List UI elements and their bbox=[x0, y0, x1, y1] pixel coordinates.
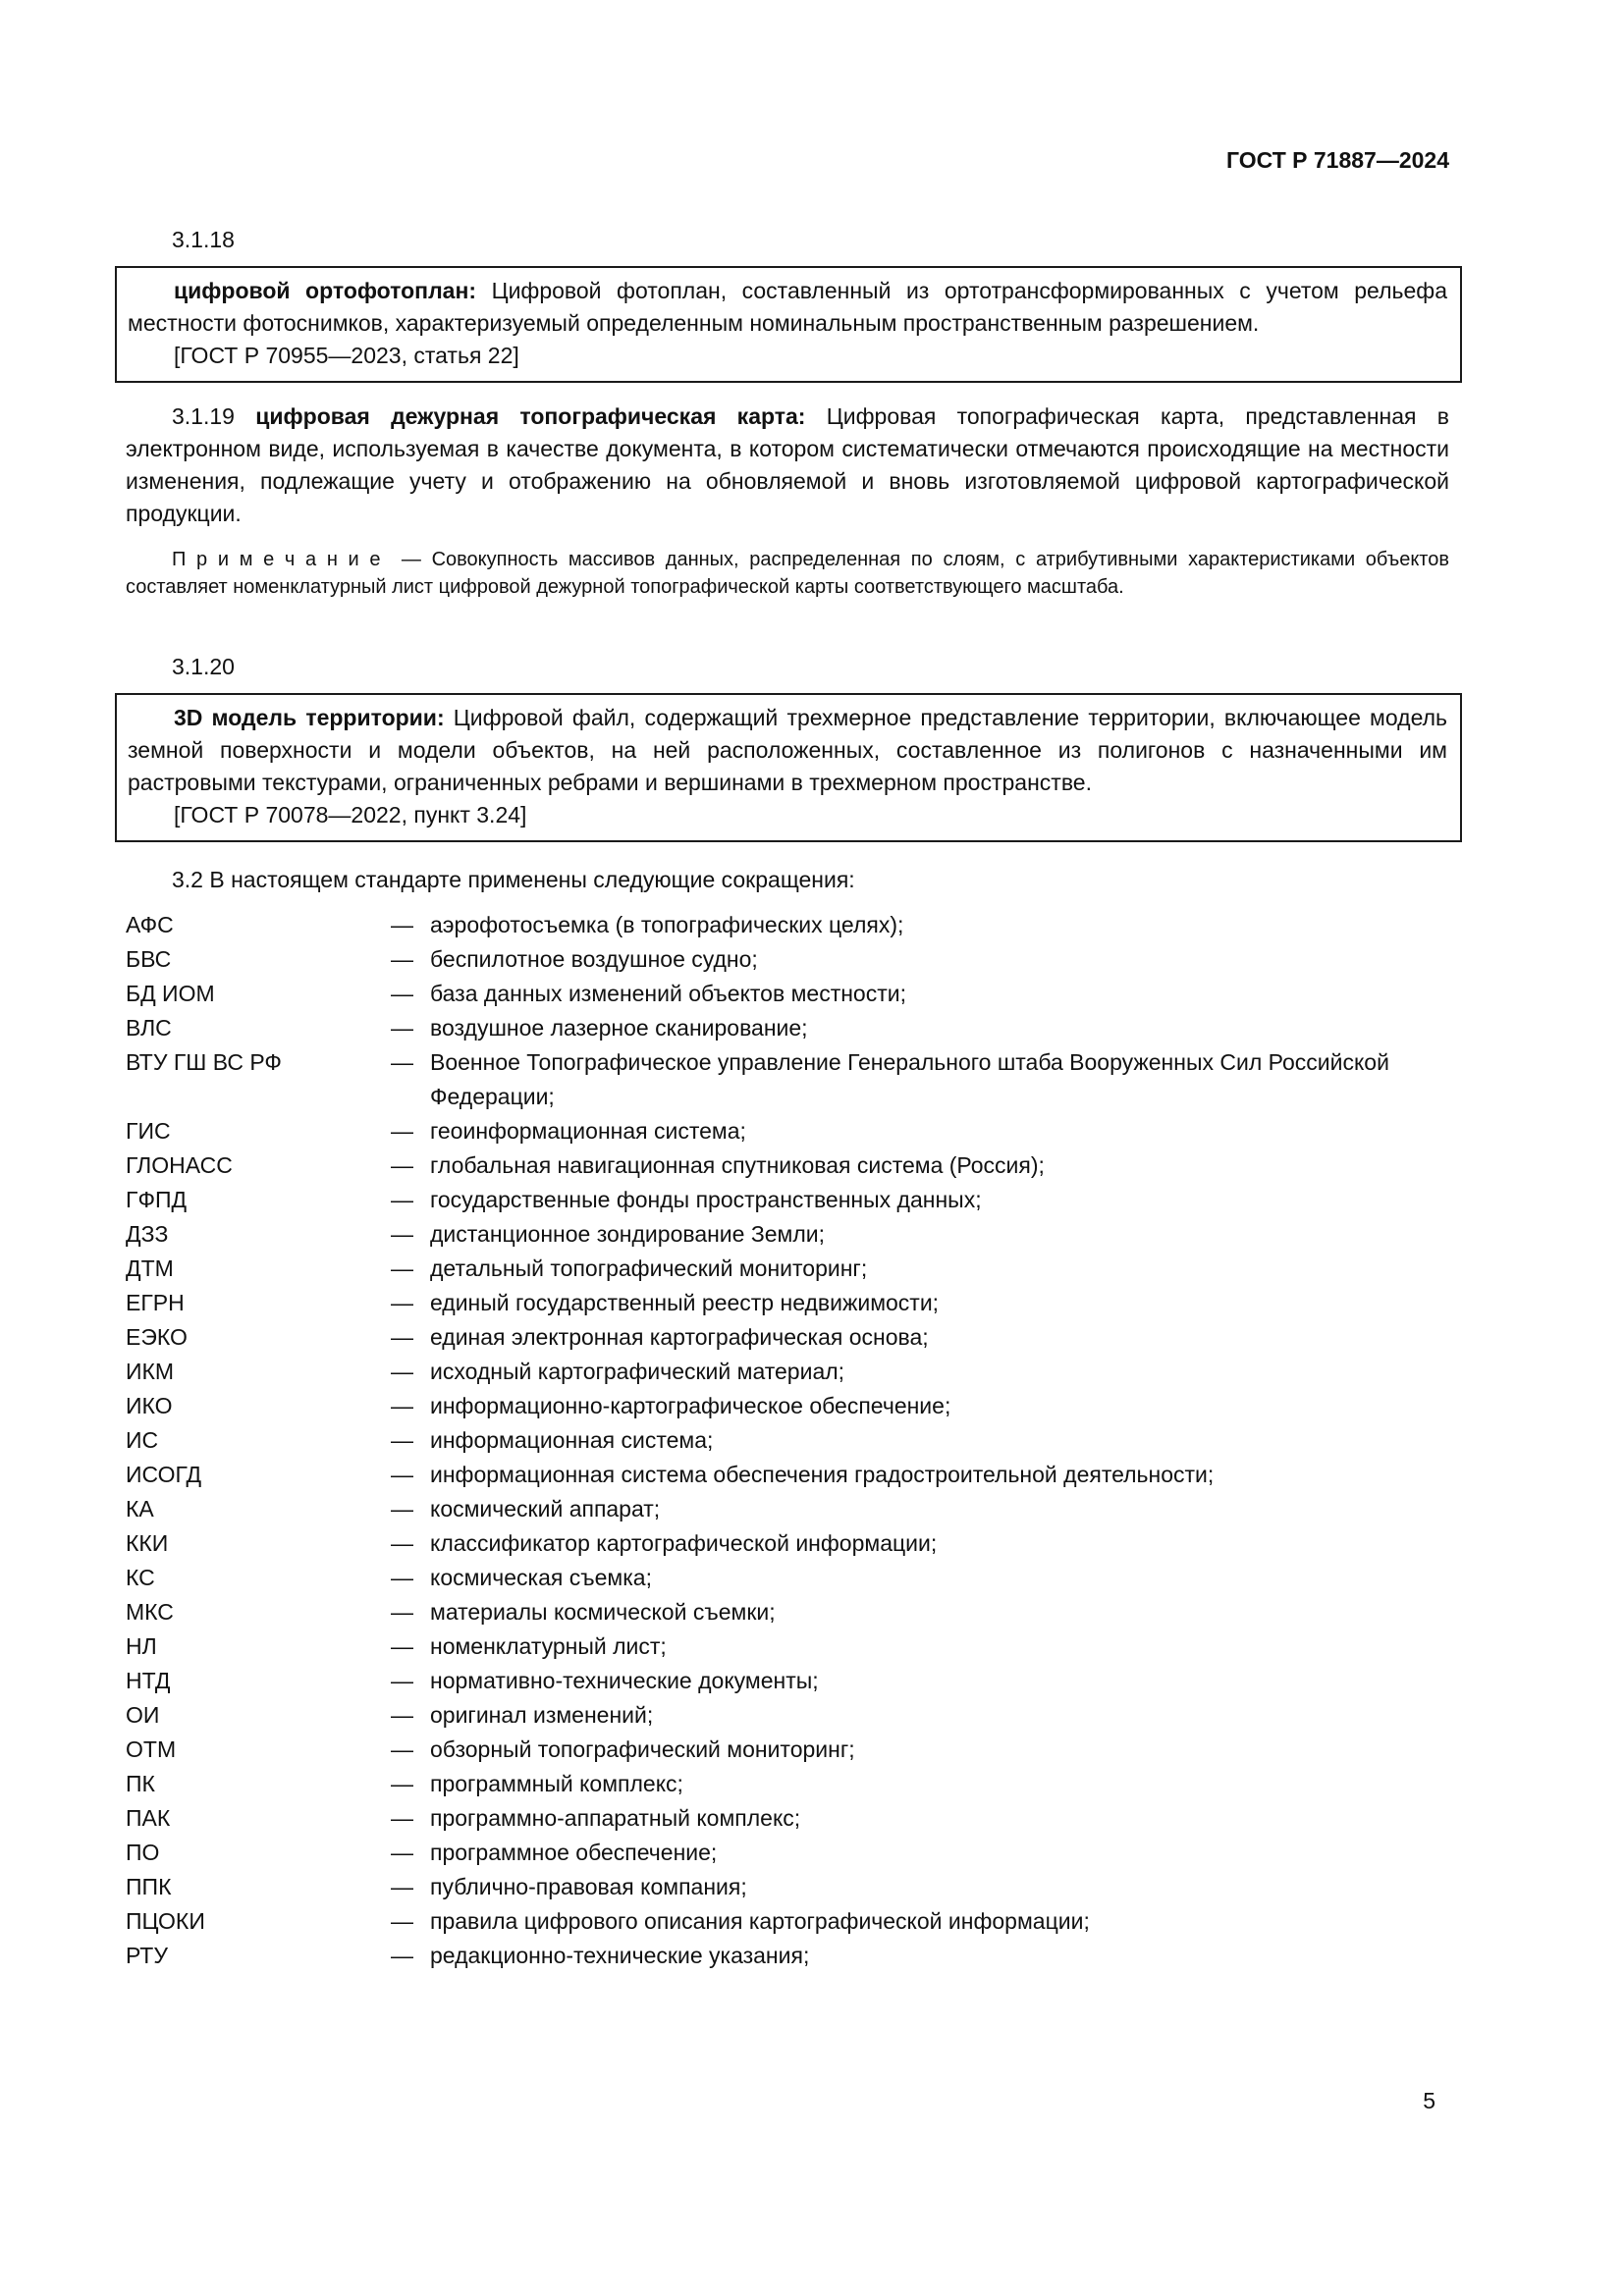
abbreviation-code: ГФПД bbox=[126, 1187, 188, 1212]
abbreviation-code: МКС bbox=[126, 1599, 174, 1625]
abbreviation-dash: — bbox=[391, 1187, 413, 1212]
abbreviation-code: ОИ bbox=[126, 1702, 160, 1728]
abbreviation-row bbox=[126, 1733, 1449, 1767]
abbreviation-dash: — bbox=[391, 1668, 413, 1693]
abbreviation-definition: информационная система; bbox=[430, 1427, 714, 1453]
abbreviation-code: ПО bbox=[126, 1840, 160, 1865]
abbreviation-code: ГЛОНАСС bbox=[126, 1152, 233, 1178]
abbreviation-definition: дистанционное зондирование Земли; bbox=[430, 1221, 825, 1247]
abbreviation-dash: — bbox=[391, 1462, 413, 1487]
abbreviation-row bbox=[126, 1458, 1449, 1492]
abbreviation-code: ПК bbox=[126, 1771, 155, 1796]
abbreviation-definition: беспилотное воздушное судно; bbox=[430, 946, 758, 972]
clause-number-3-1-20: 3.1.20 bbox=[172, 654, 235, 679]
abbreviation-definition: классификатор картографической информации; bbox=[430, 1530, 938, 1556]
term-name: цифровая дежурная топографическая карта: bbox=[255, 403, 806, 429]
abbreviation-code: РТУ bbox=[126, 1943, 168, 1968]
term-definition-box-3d-model bbox=[115, 693, 1462, 842]
abbreviation-code: КС bbox=[126, 1565, 155, 1590]
abbreviation-definition: материалы космической съемки; bbox=[430, 1599, 776, 1625]
abbreviation-row bbox=[126, 1561, 1449, 1595]
abbreviation-definition: нормативно-технические документы; bbox=[430, 1668, 819, 1693]
abbreviation-row bbox=[126, 1286, 1449, 1320]
abbreviation-code: ВТУ ГШ ВС РФ bbox=[126, 1049, 282, 1075]
abbreviation-definition: космический аппарат; bbox=[430, 1496, 661, 1522]
document-header: ГОСТ Р 71887—2024 bbox=[1226, 147, 1449, 173]
abbreviation-dash: — bbox=[391, 1049, 413, 1075]
term-definition-paragraph bbox=[128, 275, 1447, 340]
abbreviation-dash: — bbox=[391, 1565, 413, 1590]
abbreviation-definition: программный комплекс; bbox=[430, 1771, 683, 1796]
term-definition-paragraph bbox=[128, 702, 1447, 799]
abbreviation-row bbox=[126, 1355, 1449, 1389]
term-definition-text: Цифровой файл, содержащий трехмерное представление территории, включающее модель земной поверхности и модели объектов, на ней расположенных, составленное из полигонов с назначенными им растровыми текстурами, ограниченных ребрами и вершинами в трехмерном пространстве. bbox=[128, 705, 1448, 795]
term-definition-box-orthophotoplan bbox=[115, 266, 1462, 383]
abbreviation-dash: — bbox=[391, 1702, 413, 1728]
page-number: 5 bbox=[1423, 2088, 1435, 2113]
term-definition-text: Цифровая топографическая карта, представленная в электронном виде, используемая в качестве документа, в котором систематически отмечаются происходящие на местности изменения, подлежащие учету и отображению на обновляемой и вновь изготовляемой цифровой картографической продукции. bbox=[126, 403, 1450, 526]
term-source-reference: [ГОСТ Р 70955—2023, статья 22] bbox=[174, 343, 519, 368]
abbreviation-code: ЕЭКО bbox=[126, 1324, 188, 1350]
abbreviation-row bbox=[126, 1252, 1449, 1286]
abbreviation-definition: единый государственный реестр недвижимости; bbox=[430, 1290, 940, 1315]
clause-3-2-intro: 3.2 В настоящем стандарте применены следующие сокращения: bbox=[172, 867, 855, 892]
abbreviation-row bbox=[126, 1870, 1449, 1904]
abbreviation-code: ИСОГД bbox=[126, 1462, 202, 1487]
abbreviation-dash: — bbox=[391, 981, 413, 1006]
abbreviation-definition: программно-аппаратный комплекс; bbox=[430, 1805, 801, 1831]
abbreviation-dash: — bbox=[391, 946, 413, 972]
note-label: П р и м е ч а н и е bbox=[172, 549, 381, 570]
term-name: 3D модель территории: bbox=[174, 705, 445, 730]
abbreviation-row bbox=[126, 1011, 1449, 1045]
clause-3-1-19-paragraph bbox=[126, 400, 1449, 530]
abbreviation-dash: — bbox=[391, 1496, 413, 1522]
abbreviation-definition: информационная система обеспечения градостроительной деятельности; bbox=[430, 1462, 1215, 1487]
abbreviation-dash: — bbox=[391, 1324, 413, 1350]
abbreviation-dash: — bbox=[391, 1840, 413, 1865]
abbreviation-dash: — bbox=[391, 1359, 413, 1384]
abbreviation-dash: — bbox=[391, 1290, 413, 1315]
abbreviation-dash: — bbox=[391, 1427, 413, 1453]
abbreviation-row bbox=[126, 1389, 1449, 1423]
abbreviation-row bbox=[126, 1904, 1449, 1939]
abbreviation-row bbox=[126, 1629, 1449, 1664]
abbreviation-row bbox=[126, 1183, 1449, 1217]
abbreviation-definition: обзорный топографический мониторинг; bbox=[430, 1736, 855, 1762]
abbreviation-code: ВЛС bbox=[126, 1015, 172, 1041]
abbreviation-row bbox=[126, 977, 1449, 1011]
abbreviation-code: ИКМ bbox=[126, 1359, 175, 1384]
note-paragraph bbox=[126, 546, 1449, 601]
abbreviation-row bbox=[126, 942, 1449, 977]
clause-number-3-1-18: 3.1.18 bbox=[172, 227, 235, 252]
abbreviation-definition: редакционно-технические указания; bbox=[430, 1943, 810, 1968]
abbreviation-row bbox=[126, 1836, 1449, 1870]
abbreviation-list bbox=[126, 908, 1449, 1973]
abbreviation-code: БВС bbox=[126, 946, 172, 972]
abbreviation-row bbox=[126, 1526, 1449, 1561]
abbreviation-code: ПЦОКИ bbox=[126, 1908, 205, 1934]
abbreviation-code: ПАК bbox=[126, 1805, 171, 1831]
abbreviation-dash: — bbox=[391, 1874, 413, 1899]
abbreviation-dash: — bbox=[391, 912, 413, 937]
abbreviation-row bbox=[126, 1320, 1449, 1355]
abbreviation-row bbox=[126, 1698, 1449, 1733]
abbreviation-definition: государственные фонды пространственных данных; bbox=[430, 1187, 982, 1212]
abbreviation-dash: — bbox=[391, 1152, 413, 1178]
abbreviation-definition: воздушное лазерное сканирование; bbox=[430, 1015, 808, 1041]
clause-number-3-1-19: 3.1.19 bbox=[172, 403, 235, 429]
note-dash: — bbox=[401, 549, 421, 570]
abbreviation-dash: — bbox=[391, 1943, 413, 1968]
abbreviation-definition: детальный топографический мониторинг; bbox=[430, 1255, 868, 1281]
abbreviation-dash: — bbox=[391, 1771, 413, 1796]
abbreviation-code: ЕГРН bbox=[126, 1290, 185, 1315]
abbreviation-code: ГИС bbox=[126, 1118, 171, 1144]
abbreviation-definition: единая электронная картографическая основа; bbox=[430, 1324, 929, 1350]
abbreviation-definition: аэрофотосъемка (в топографических целях); bbox=[430, 912, 904, 937]
abbreviation-row bbox=[126, 1217, 1449, 1252]
abbreviation-code: ДТМ bbox=[126, 1255, 174, 1281]
abbreviation-definition: номенклатурный лист; bbox=[430, 1633, 667, 1659]
abbreviation-row bbox=[126, 1492, 1449, 1526]
note-text: Совокупность массивов данных, распределенная по слоям, с атрибутивными характеристиками объектов составляет номенклатурный лист цифровой дежурной топографической карты соответствующего масштаба. bbox=[126, 549, 1449, 598]
abbreviation-dash: — bbox=[391, 1633, 413, 1659]
abbreviation-row bbox=[126, 1045, 1449, 1114]
abbreviation-code: БД ИОМ bbox=[126, 981, 215, 1006]
abbreviation-code: ДЗЗ bbox=[126, 1221, 169, 1247]
abbreviation-code: КА bbox=[126, 1496, 154, 1522]
abbreviation-definition: программное обеспечение; bbox=[430, 1840, 718, 1865]
abbreviation-dash: — bbox=[391, 1118, 413, 1144]
abbreviation-code: ОТМ bbox=[126, 1736, 177, 1762]
abbreviation-row bbox=[126, 908, 1449, 942]
abbreviation-row bbox=[126, 1801, 1449, 1836]
abbreviation-row bbox=[126, 1939, 1449, 1973]
abbreviation-dash: — bbox=[391, 1221, 413, 1247]
abbreviation-definition: глобальная навигационная спутниковая система (Россия); bbox=[430, 1152, 1045, 1178]
abbreviation-code: АФС bbox=[126, 912, 174, 937]
abbreviation-dash: — bbox=[391, 1908, 413, 1934]
abbreviation-row bbox=[126, 1423, 1449, 1458]
abbreviation-dash: — bbox=[391, 1015, 413, 1041]
abbreviation-definition: правила цифрового описания картографической информации; bbox=[430, 1908, 1090, 1934]
abbreviation-definition: информационно-картографическое обеспечение; bbox=[430, 1393, 951, 1418]
abbreviation-definition: геоинформационная система; bbox=[430, 1118, 746, 1144]
abbreviation-row bbox=[126, 1767, 1449, 1801]
abbreviation-dash: — bbox=[391, 1255, 413, 1281]
abbreviation-code: ИКО bbox=[126, 1393, 173, 1418]
abbreviation-dash: — bbox=[391, 1599, 413, 1625]
abbreviation-dash: — bbox=[391, 1736, 413, 1762]
abbreviation-definition: база данных изменений объектов местности; bbox=[430, 981, 906, 1006]
abbreviation-definition: Военное Топографическое управление Генерального штаба Вооруженных Сил Российской Федерации; bbox=[430, 1049, 1389, 1109]
abbreviation-code: ККИ bbox=[126, 1530, 169, 1556]
abbreviation-code: ИС bbox=[126, 1427, 159, 1453]
abbreviation-code: ППК bbox=[126, 1874, 172, 1899]
abbreviation-row bbox=[126, 1595, 1449, 1629]
abbreviation-dash: — bbox=[391, 1393, 413, 1418]
abbreviation-definition: публично-правовая компания; bbox=[430, 1874, 747, 1899]
abbreviation-code: НЛ bbox=[126, 1633, 157, 1659]
abbreviation-code: НТД bbox=[126, 1668, 171, 1693]
term-name: цифровой ортофотоплан: bbox=[174, 278, 477, 303]
abbreviation-row bbox=[126, 1664, 1449, 1698]
term-definition-text: Цифровой фотоплан, составленный из ортотрансформированных с учетом рельефа местности фотоснимков, характеризуемый определенным номинальным пространственным разрешением. bbox=[128, 278, 1447, 336]
abbreviation-definition: исходный картографический материал; bbox=[430, 1359, 845, 1384]
abbreviation-dash: — bbox=[391, 1530, 413, 1556]
abbreviation-definition: оригинал изменений; bbox=[430, 1702, 654, 1728]
abbreviation-row bbox=[126, 1148, 1449, 1183]
abbreviation-dash: — bbox=[391, 1805, 413, 1831]
term-source-reference: [ГОСТ Р 70078—2022, пункт 3.24] bbox=[174, 802, 527, 828]
abbreviation-row bbox=[126, 1114, 1449, 1148]
abbreviation-definition: космическая съемка; bbox=[430, 1565, 652, 1590]
